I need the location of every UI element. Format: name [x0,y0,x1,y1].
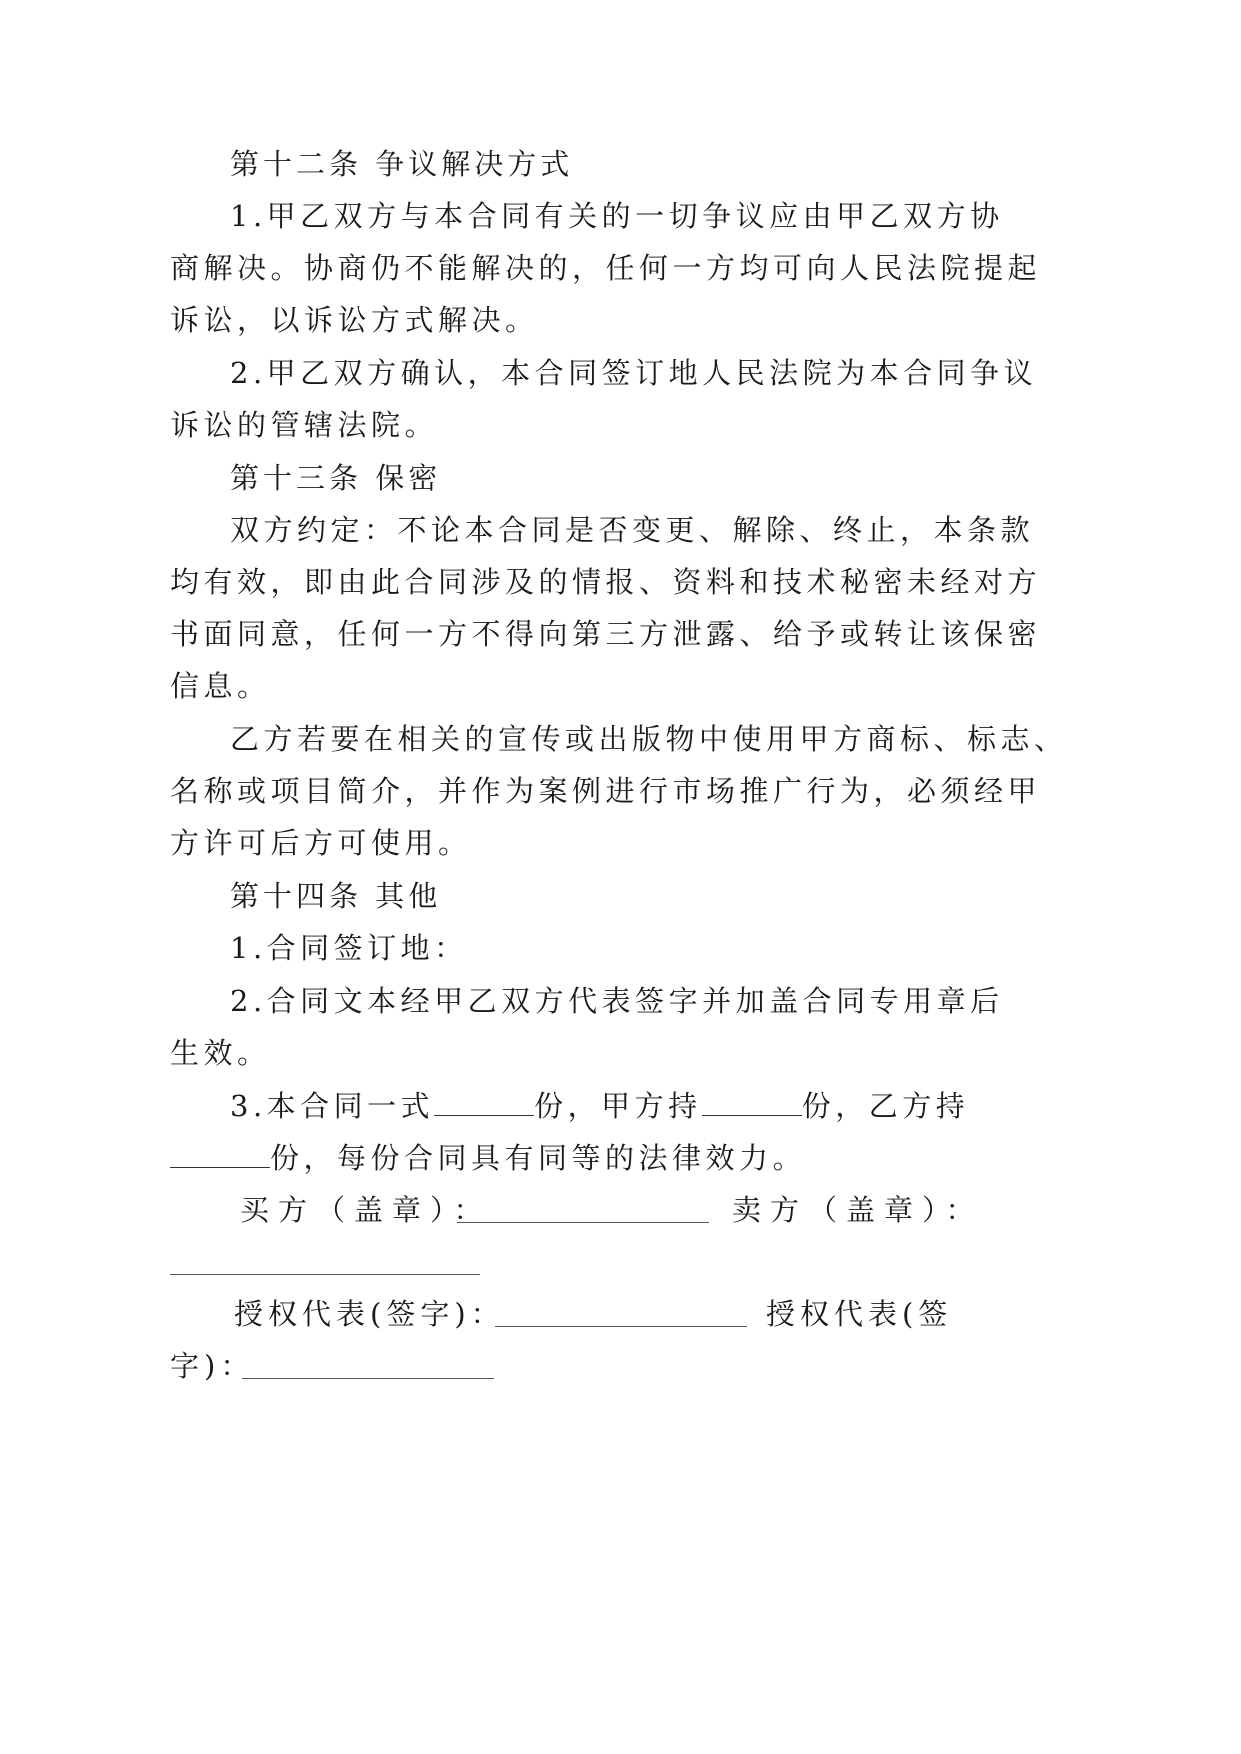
paragraph-line: 诉讼，以诉讼方式解决。 [170,303,539,337]
seller-seal-label: 卖方（盖章）： [732,1193,984,1227]
paragraph-line: 双方约定：不论本合同是否变更、解除、终止，本条款 [230,513,1035,547]
paragraph-line: 乙方若要在相关的宣传或出版物中使用甲方商标、标志、 [230,722,1068,756]
copies-line [230,1082,969,1130]
paragraph-line: 商解决。协商仍不能解决的，任何一方均可向人民法院提起 [170,251,1042,285]
seller-seal-line [170,1274,480,1275]
paragraph-line: 1.合同签订地： [230,931,468,965]
buyer-seal-line [457,1222,709,1223]
paragraph-line: 均有效，即由此合同涉及的情报、资料和技术秘密未经对方 [170,565,1042,599]
article-12-title: 第十二条 争议解决方式 [230,147,574,181]
authorized-rep-label: 授权代表(签 [766,1297,953,1331]
copies-text: 份，乙方持 [801,1089,970,1123]
authorized-rep-label: 字)： [170,1349,255,1383]
authorized-rep-line [242,1378,494,1379]
paragraph-line: 方许可后方可使用。 [170,826,472,860]
copies-line [170,1134,806,1182]
article-14-title: 第十四条 其他 [230,879,442,913]
paragraph-line: 诉讼的管辖法院。 [170,408,439,442]
copies-text: 3.本合同一式 [230,1089,435,1123]
paragraph-line: 生效。 [170,1036,271,1070]
paragraph-line: 2.甲乙双方确认，本合同签订地人民法院为本合同争议 [230,356,1038,390]
copies-total-blank [434,1089,534,1116]
copies-party-a-blank [702,1089,802,1116]
paragraph-line: 信息。 [170,669,271,703]
paragraph-line: 书面同意，任何一方不得向第三方泄露、给予或转让该保密 [170,617,1042,651]
copies-text: 份，每份合同具有同等的法律效力。 [270,1141,807,1175]
article-13-title: 第十三条 保密 [230,461,442,495]
paragraph-line: 1.甲乙双方与本合同有关的一切争议应由甲乙双方协 [230,199,1004,233]
paragraph-line: 名称或项目简介，并作为案例进行市场推广行为，必须经甲 [170,774,1042,808]
authorized-rep-line [495,1326,747,1327]
authorized-rep-label: 授权代表(签字)： [234,1297,505,1331]
buyer-seal-label: 买方（盖章）： [240,1193,492,1227]
copies-text: 份，甲方持 [534,1089,702,1123]
copies-party-b-blank [170,1141,270,1168]
paragraph-line: 2.合同文本经甲乙双方代表签字并加盖合同专用章后 [230,984,1004,1018]
